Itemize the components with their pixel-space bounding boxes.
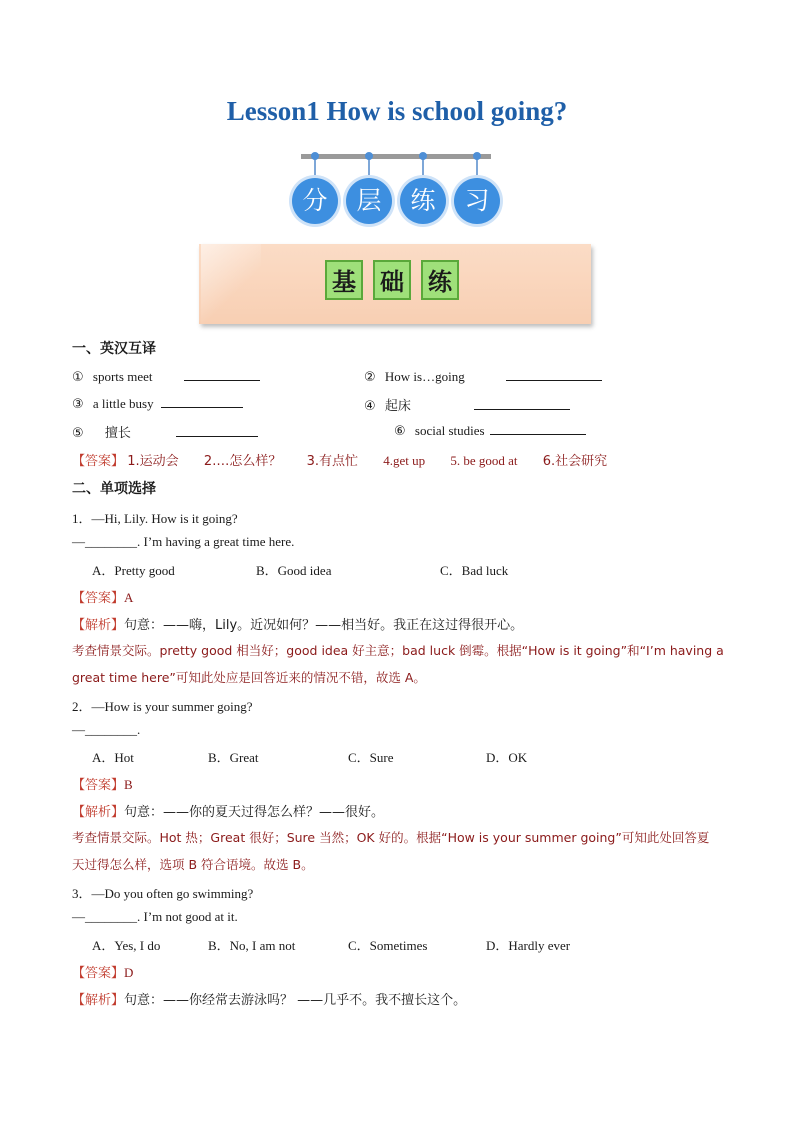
section-heading: 一、英汉互译 [72,341,156,357]
answer-blank [506,368,602,381]
analysis-text: 句意：——你的夏天过得怎么样？——很好。 [124,805,385,820]
item-text: a little busy [92,396,154,411]
item-text: sports meet [92,369,153,384]
analysis-text: 句意：——嗨，Lily。近况如何？——相当好。我正在这过得很开心。 [124,618,524,633]
answer-label: 【答案】 [72,966,125,981]
analysis-text: great time here”可知此处应是回答近来的情况不错，故选 A。 [72,670,426,685]
item-text: How is…going [384,369,465,384]
item-text: social studies [414,423,485,438]
analysis-line [72,614,523,633]
answer-blank [490,422,586,435]
banner-tile: 练 [421,260,459,300]
option-d: D．Hardly ever [486,938,571,953]
vocab-item [72,422,258,441]
answer-blank [474,397,570,410]
section-heading: 二、单项选择 [72,481,156,497]
circle-char: 分 [292,178,338,224]
vocab-item [364,395,570,414]
item-text: 起床 [384,399,411,414]
answer-item: 3.有点忙 [306,454,358,469]
answer-label: 【答案】 [72,591,125,606]
circle-char: 习 [454,178,500,224]
option-b: B．No, I am not [208,938,296,953]
item-number: ③ [72,397,84,412]
option-c: C．Sometimes [348,938,428,953]
answer-line [72,587,133,606]
page-title: Lesson1 How is school going? [226,96,568,126]
answer-label: 【答案】 [72,454,125,469]
answer-blank [161,395,243,408]
option-a: A．Pretty good [92,563,175,578]
answer-label: 【答案】 [72,778,125,793]
banner-tile: 基 [325,260,363,300]
analysis-text: 考查情景交际。Hot 热；Great 很好；Sure 当然；OK 好的。根据“How is your summer going”可知此处回答夏 [72,830,710,845]
analysis-label: 【解析】 [72,805,125,820]
option-a: A．Yes, I do [92,938,161,953]
analysis-text: 考查情景交际。pretty good 相当好；good idea 好主意；bad luck 倒霉。根据“How is it going”和“I’m having a [72,643,724,658]
analysis-line [72,989,466,1008]
analysis-text: 天过得怎么样，选项 B 符合语境。故选 B。 [72,857,314,872]
question-stem: 1．—Hi, Lily. How is it going? [72,511,238,526]
analysis-label: 【解析】 [72,993,125,1008]
answer-line [72,962,133,981]
answer-value: D [124,965,134,980]
answer-blank [176,424,258,437]
vocab-item [72,395,243,412]
answer-item: 5. be good at [450,453,518,468]
analysis-line [72,801,384,820]
circle-char: 层 [346,178,392,224]
banner-tile: 础 [373,260,411,300]
option-b: B．Good idea [256,563,332,578]
item-number: ② [364,370,376,385]
answer-item: 4.get up [383,453,426,468]
option-c: C．Bad luck [440,563,509,578]
analysis-label: 【解析】 [72,618,125,633]
option-c: C．Sure [348,750,394,765]
option-d: D．OK [486,750,528,765]
answer-value: B [124,777,133,792]
decor-bar [301,154,491,159]
answer-item: 6.社会研究 [542,454,608,469]
vocab-item [72,368,260,385]
question-stem: 2．—How is your summer going? [72,699,253,714]
vocab-item [364,368,602,385]
vocab-item [394,422,586,439]
question-reply: —________. I’m having a great time here. [72,534,295,549]
option-b: B．Great [208,750,259,765]
option-a: A．Hot [92,750,134,765]
item-number: ⑤ [72,426,84,441]
analysis-text: 句意：——你经常去游泳吗？ ——几乎不。我不擅长这个。 [124,993,467,1008]
item-number: ① [72,370,84,385]
answer-line [72,450,629,469]
item-text: 擅长 [104,426,131,441]
circle-char: 练 [400,178,446,224]
question-reply: —________. [72,722,141,737]
question-reply: —________. I’m not good at it. [72,909,238,924]
answer-item: 2.…怎么样？ [203,454,282,469]
answer-item: 1.运动会 [127,454,179,469]
item-number: ④ [364,399,376,414]
answer-value: A [124,590,134,605]
item-number: ⑥ [394,424,406,439]
banner-highlight [201,244,261,324]
answer-line [72,774,133,793]
question-stem: 3．—Do you often go swimming? [72,886,254,901]
answer-blank [184,368,260,381]
